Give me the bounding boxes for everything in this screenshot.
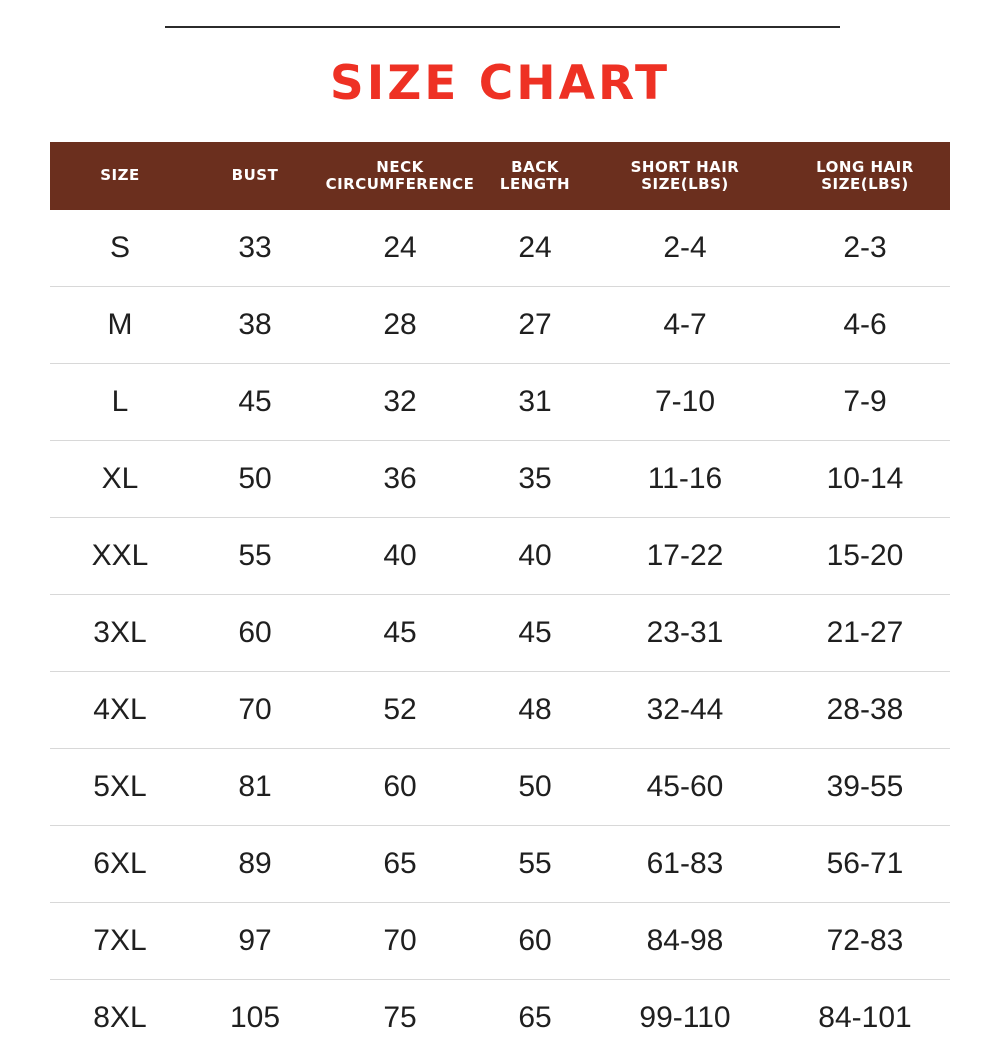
cell-long-hair-size: 7-9: [780, 364, 950, 441]
table-row: [50, 364, 950, 441]
cell-long-hair-size: 72-83: [780, 903, 950, 980]
column-header-long-hair-line1: LONG HAIR: [816, 158, 914, 176]
table-row: [50, 518, 950, 595]
cell-bust: 81: [190, 749, 320, 826]
cell-size: XXL: [50, 518, 190, 595]
table-row: [50, 287, 950, 364]
column-header-short-hair-line1: SHORT HAIR: [631, 158, 740, 176]
cell-neck-circumference: 32: [320, 364, 480, 441]
column-header-neck-circumference: [320, 142, 480, 210]
column-header-neck-line1: NECK: [376, 158, 423, 176]
table-body: [50, 210, 950, 1056]
table-row: [50, 903, 950, 980]
column-header-long-hair-size: [780, 142, 950, 210]
cell-neck-circumference: 45: [320, 595, 480, 672]
cell-back-length: 60: [480, 903, 590, 980]
cell-short-hair-size: 2-4: [590, 210, 780, 287]
cell-long-hair-size: 84-101: [780, 980, 950, 1056]
cell-back-length: 48: [480, 672, 590, 749]
cell-bust: 55: [190, 518, 320, 595]
column-header-back-line1: BACK: [511, 158, 559, 176]
column-header-bust: [190, 142, 320, 210]
table-header-row: [50, 142, 950, 210]
table-row: [50, 595, 950, 672]
cell-neck-circumference: 65: [320, 826, 480, 903]
cell-bust: 38: [190, 287, 320, 364]
cell-bust: 50: [190, 441, 320, 518]
cell-long-hair-size: 4-6: [780, 287, 950, 364]
table-row: [50, 980, 950, 1056]
cell-size: L: [50, 364, 190, 441]
cell-long-hair-size: 10-14: [780, 441, 950, 518]
cell-bust: 105: [190, 980, 320, 1056]
cell-bust: 45: [190, 364, 320, 441]
column-header-neck-line2: CIRCUMFERENCE: [322, 176, 478, 193]
column-header-size-line1: SIZE: [100, 166, 140, 184]
cell-size: 3XL: [50, 595, 190, 672]
cell-neck-circumference: 24: [320, 210, 480, 287]
page-title: SIZE CHART: [0, 56, 1000, 111]
cell-size: XL: [50, 441, 190, 518]
cell-bust: 89: [190, 826, 320, 903]
cell-long-hair-size: 28-38: [780, 672, 950, 749]
table-header: [50, 142, 950, 210]
cell-long-hair-size: 56-71: [780, 826, 950, 903]
cell-size: M: [50, 287, 190, 364]
cell-short-hair-size: 99-110: [590, 980, 780, 1056]
cell-back-length: 55: [480, 826, 590, 903]
table-row: [50, 441, 950, 518]
cell-back-length: 27: [480, 287, 590, 364]
cell-back-length: 35: [480, 441, 590, 518]
column-header-long-hair-line2: SIZE(LBS): [782, 176, 948, 193]
column-header-bust-line1: BUST: [232, 166, 279, 184]
table-row: [50, 749, 950, 826]
table-row: [50, 672, 950, 749]
cell-neck-circumference: 75: [320, 980, 480, 1056]
cell-long-hair-size: 39-55: [780, 749, 950, 826]
column-header-back-line2: LENGTH: [482, 176, 588, 193]
cell-short-hair-size: 32-44: [590, 672, 780, 749]
cell-size: 6XL: [50, 826, 190, 903]
column-header-back-length: [480, 142, 590, 210]
cell-size: S: [50, 210, 190, 287]
column-header-short-hair-size: [590, 142, 780, 210]
cell-size: 5XL: [50, 749, 190, 826]
cell-neck-circumference: 40: [320, 518, 480, 595]
cell-bust: 60: [190, 595, 320, 672]
cell-bust: 70: [190, 672, 320, 749]
cell-short-hair-size: 4-7: [590, 287, 780, 364]
cell-short-hair-size: 17-22: [590, 518, 780, 595]
table-row: [50, 826, 950, 903]
cell-neck-circumference: 36: [320, 441, 480, 518]
cell-short-hair-size: 11-16: [590, 441, 780, 518]
cell-back-length: 40: [480, 518, 590, 595]
cell-short-hair-size: 61-83: [590, 826, 780, 903]
size-chart-table: [50, 142, 950, 1056]
cell-short-hair-size: 45-60: [590, 749, 780, 826]
column-header-size: [50, 142, 190, 210]
size-chart-table-wrapper: [50, 142, 950, 1056]
cell-neck-circumference: 70: [320, 903, 480, 980]
cell-short-hair-size: 23-31: [590, 595, 780, 672]
cell-short-hair-size: 84-98: [590, 903, 780, 980]
cell-bust: 97: [190, 903, 320, 980]
cell-neck-circumference: 28: [320, 287, 480, 364]
cell-neck-circumference: 60: [320, 749, 480, 826]
cell-back-length: 45: [480, 595, 590, 672]
cell-short-hair-size: 7-10: [590, 364, 780, 441]
cell-size: 4XL: [50, 672, 190, 749]
cell-size: 8XL: [50, 980, 190, 1056]
cell-size: 7XL: [50, 903, 190, 980]
cell-long-hair-size: 15-20: [780, 518, 950, 595]
cell-bust: 33: [190, 210, 320, 287]
top-divider: [165, 26, 840, 28]
cell-long-hair-size: 21-27: [780, 595, 950, 672]
cell-back-length: 50: [480, 749, 590, 826]
cell-back-length: 31: [480, 364, 590, 441]
table-row: [50, 210, 950, 287]
cell-long-hair-size: 2-3: [780, 210, 950, 287]
cell-back-length: 65: [480, 980, 590, 1056]
column-header-short-hair-line2: SIZE(LBS): [592, 176, 778, 193]
cell-neck-circumference: 52: [320, 672, 480, 749]
cell-back-length: 24: [480, 210, 590, 287]
